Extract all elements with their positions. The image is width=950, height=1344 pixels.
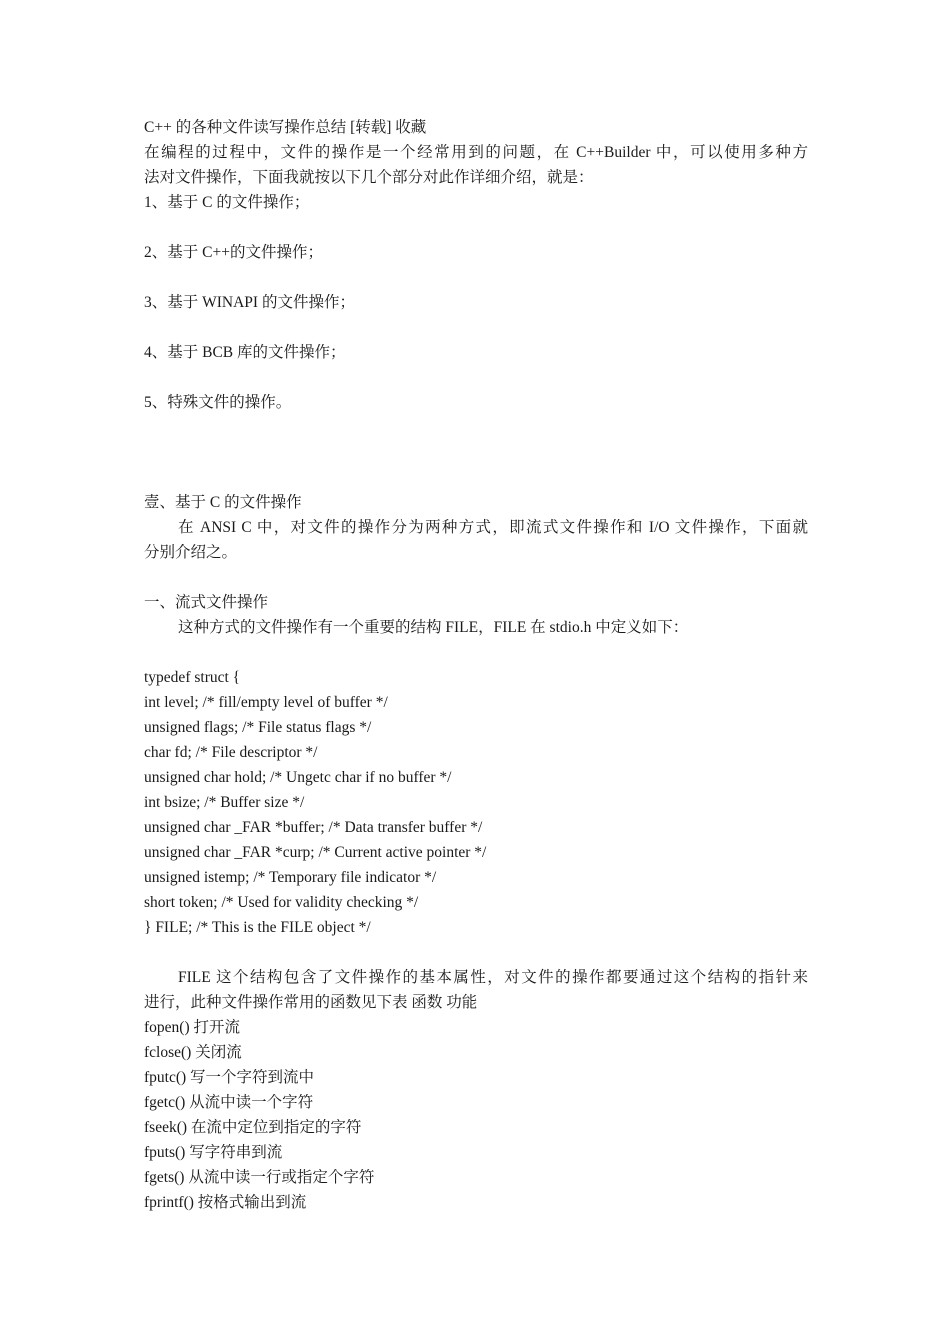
blank-line <box>144 415 808 440</box>
list-item-3: 3、基于 WINAPI 的文件操作； <box>144 294 355 311</box>
list-item-2: 2、基于 C++的文件操作； <box>144 244 323 261</box>
blank-line <box>144 440 808 465</box>
code-line: } FILE; /* This is the FILE object */ <box>144 919 371 936</box>
blank-line <box>144 640 808 665</box>
blank-line <box>144 265 808 290</box>
intro-line-2: 法对文件操作，下面我就按以下几个部分对此作详细介绍，就是： <box>144 169 594 186</box>
blank-line <box>144 215 808 240</box>
blank-line <box>144 465 808 490</box>
subsection-para: 这种方式的文件操作有一个重要的结构 FILE，FILE 在 stdio.h 中定义如下： <box>178 619 689 636</box>
code-line: typedef struct { <box>144 669 241 686</box>
blank-line <box>144 940 808 965</box>
function-row: fputc() 写一个字符到流中 <box>144 1069 315 1086</box>
code-line: unsigned flags; /* File status flags */ <box>144 719 372 736</box>
blank-line <box>144 565 808 590</box>
function-row: fprintf() 按格式输出到流 <box>144 1194 307 1211</box>
document-body <box>144 115 808 1215</box>
file-para-line-1: FILE 这个结构包含了文件操作的基本属性，对文件的操作都要通过这个结构的指针来 <box>178 969 808 986</box>
list-item-4: 4、基于 BCB 库的文件操作； <box>144 344 346 361</box>
section-para-line-1: 在 ANSI C 中，对文件的操作分为两种方式，即流式文件操作和 I/O 文件操作，下面就 <box>178 519 808 536</box>
code-line: unsigned char hold; /* Ungetc char if no buffer */ <box>144 769 452 786</box>
document-title: C++ 的各种文件读写操作总结 [转载] 收藏 <box>144 119 427 136</box>
list-item-5: 5、特殊文件的操作。 <box>144 394 292 411</box>
code-line: int bsize; /* Buffer size */ <box>144 794 305 811</box>
section-heading: 壹、基于 C 的文件操作 <box>144 494 302 511</box>
code-line: unsigned istemp; /* Temporary file indicator */ <box>144 869 437 886</box>
blank-line <box>144 365 808 390</box>
code-line: short token; /* Used for validity checking */ <box>144 894 419 911</box>
file-para-line-2: 进行，此种文件操作常用的函数见下表 函数 功能 <box>144 994 478 1011</box>
intro-line-1: 在编程的过程中，文件的操作是一个经常用到的问题，在 C++Builder 中，可以使用多种方 <box>144 144 808 161</box>
function-row: fgets() 从流中读一行或指定个字符 <box>144 1169 375 1186</box>
function-row: fclose() 关闭流 <box>144 1044 242 1061</box>
function-row: fputs() 写字符串到流 <box>144 1144 283 1161</box>
blank-line <box>144 315 808 340</box>
code-line: char fd; /* File descriptor */ <box>144 744 318 761</box>
section-para-line-2: 分别介绍之。 <box>144 544 238 561</box>
function-row: fseek() 在流中定位到指定的字符 <box>144 1119 362 1136</box>
code-line: unsigned char _FAR *buffer; /* Data transfer buffer */ <box>144 819 483 836</box>
function-row: fgetc() 从流中读一个字符 <box>144 1094 314 1111</box>
subsection-heading: 一、流式文件操作 <box>144 594 269 611</box>
code-line: unsigned char _FAR *curp; /* Current active pointer */ <box>144 844 487 861</box>
function-row: fopen() 打开流 <box>144 1019 240 1036</box>
list-item-1: 1、基于 C 的文件操作； <box>144 194 310 211</box>
code-line: int level; /* fill/empty level of buffer */ <box>144 694 388 711</box>
